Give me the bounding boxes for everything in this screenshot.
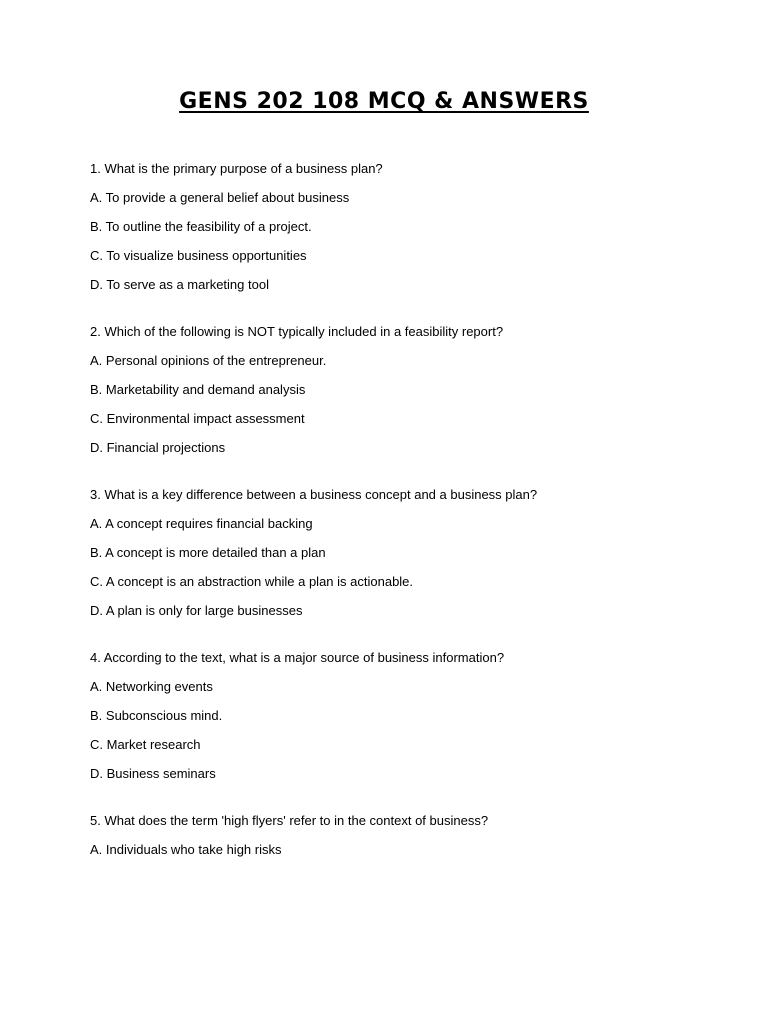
option-a: A. To provide a general belief about business bbox=[90, 190, 350, 205]
question-text: 1. What is the primary purpose of a business plan? bbox=[90, 161, 383, 176]
question-text: 3. What is a key difference between a business concept and a business plan? bbox=[90, 487, 538, 502]
page-title: GENS 202 108 MCQ & ANSWERS bbox=[179, 89, 589, 114]
question-text: 2. Which of the following is NOT typically included in a feasibility report? bbox=[90, 324, 504, 339]
question-3 bbox=[90, 486, 710, 620]
option-b: B. Subconscious mind. bbox=[90, 708, 223, 723]
option-b: B. Marketability and demand analysis bbox=[90, 382, 306, 397]
question-text: 5. What does the term 'high flyers' refer to in the context of business? bbox=[90, 813, 489, 828]
option-a: A. A concept requires financial backing bbox=[90, 516, 313, 531]
option-a: A. Personal opinions of the entrepreneur. bbox=[90, 353, 327, 368]
option-a: A. Networking events bbox=[90, 679, 213, 694]
question-1 bbox=[90, 160, 710, 294]
option-b: B. A concept is more detailed than a plan bbox=[90, 545, 326, 560]
question-5 bbox=[90, 812, 710, 859]
option-c: C. To visualize business opportunities bbox=[90, 248, 307, 263]
option-a: A. Individuals who take high risks bbox=[90, 842, 282, 857]
option-c: C. Market research bbox=[90, 737, 201, 752]
option-d: D. A plan is only for large businesses bbox=[90, 603, 303, 618]
question-list bbox=[90, 160, 710, 888]
option-c: C. A concept is an abstraction while a plan is actionable. bbox=[90, 574, 414, 589]
question-text: 4. According to the text, what is a major source of business information? bbox=[90, 650, 505, 665]
question-2 bbox=[90, 323, 710, 457]
question-4 bbox=[90, 649, 710, 783]
option-c: C. Environmental impact assessment bbox=[90, 411, 305, 426]
option-b: B. To outline the feasibility of a project. bbox=[90, 219, 312, 234]
option-d: D. To serve as a marketing tool bbox=[90, 277, 269, 292]
option-d: D. Financial projections bbox=[90, 440, 226, 455]
option-d: D. Business seminars bbox=[90, 766, 216, 781]
